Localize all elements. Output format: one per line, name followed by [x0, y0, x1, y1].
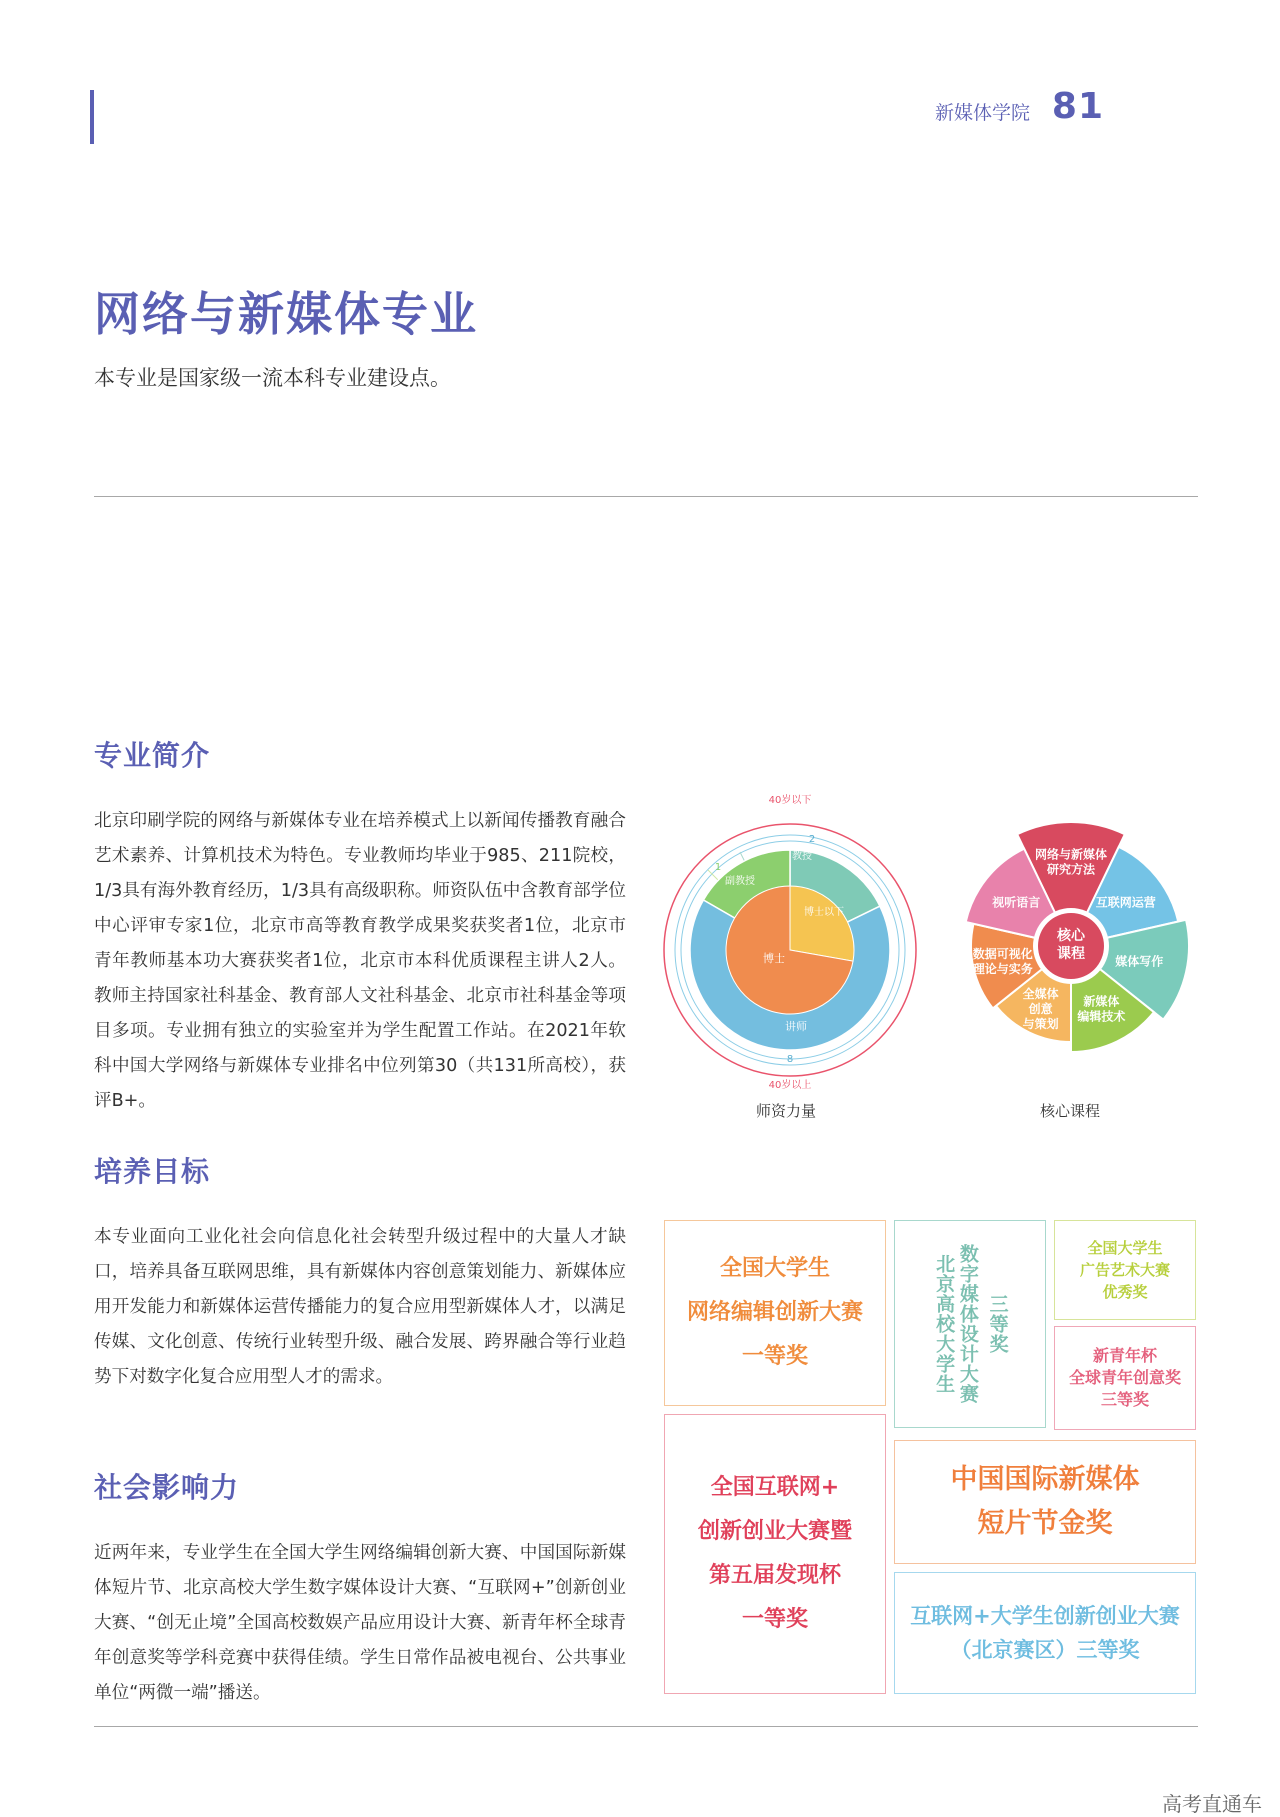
- course-label: 网络与新媒体研究方法: [1034, 847, 1108, 877]
- page-subtitle: 本专业是国家级一流本科专业建设点。: [94, 366, 451, 390]
- award-text: 中国国际新媒体 短片节金奖: [950, 1464, 1140, 1539]
- ring-number-top: 2: [808, 834, 816, 845]
- title-label-lecturer: 讲师: [785, 1020, 807, 1033]
- section-text-impact: 近两年来，专业学生在全国大学生网络编辑创新大赛、中国国际新媒体短片节、北京高校大学生数字媒体设计大赛、“互联网+”创新创业大赛、“创无止境”全国高校数娱产品应用设计大赛、新青年杯全球青年创意奖等学科竞赛中获得佳绩。学生日常作品被电视台、公共事业单位“两微一端”播送。: [94, 1543, 626, 1703]
- degree-label-below-phd: 博士以下: [804, 907, 844, 918]
- ring-number-left: 1: [714, 862, 722, 873]
- award-text: 新青年杯 全球青年创意奖 三等奖: [1068, 1346, 1181, 1409]
- degree-label-phd: 博士: [763, 952, 785, 965]
- watermark: 高考直通车: [1162, 1792, 1262, 1816]
- award-card: [664, 1414, 886, 1694]
- award-text-extra: 三等奖: [986, 1294, 1009, 1354]
- section-heading-goal: 培养目标: [94, 1155, 211, 1188]
- courses-center-label: 核心课程: [1057, 928, 1085, 962]
- award-text: 全国互联网+ 创新创业大赛暨 第五届发现杯 一等奖: [697, 1475, 852, 1632]
- section-text-goal: 本专业面向工业化社会向信息化社会转型升级过程中的大量人才缺口，培养具备互联网思维，具有新媒体内容创意策划能力、新媒体应用开发能力和新媒体运营传播能力的复合应用型新媒体人才，以满足传媒、文化创意、传统行业转型升级、融合发展、跨界融合等行业趋势下对数字化复合应用型人才的需求。: [94, 1227, 626, 1387]
- award-card: [894, 1440, 1196, 1564]
- award-text: 数字媒体设计大赛 北京高校大学生: [933, 1244, 979, 1404]
- course-label: 数据可视化理论与实务: [972, 947, 1033, 977]
- award-text: 全国大学生 广告艺术大赛 优秀奖: [1079, 1239, 1170, 1301]
- title-label-professor: 教授: [792, 851, 812, 862]
- courses-chart-caption: 核心课程: [1040, 1102, 1101, 1120]
- section-heading-intro: 专业简介: [94, 739, 211, 772]
- award-card: [664, 1220, 886, 1406]
- section-text-intro: 北京印刷学院的网络与新媒体专业在培养模式上以新闻传播教育融合艺术素养、计算机技术为特色。专业教师均毕业于985、211院校，1/3具有海外教育经历，1/3具有高级职称。师资队伍中含教育部学位中心评审专家1位，北京市高等教育教学成果奖获奖者1位，北京市青年教师基本功大赛获奖者1位，北京市本科优质课程主讲人2人。教师主持国家社科基金、教育部人文社科基金、北京市社科基金等项目多项。专业拥有独立的实验室并为学生配置工作站。在2021年软科中国大学网络与新媒体专业排名中位列第30（共131所高校），获评B+。: [94, 811, 626, 1111]
- age-label-over40: 40岁以上: [768, 1080, 812, 1091]
- course-label: 新媒体编辑技术: [1077, 994, 1126, 1024]
- page-number: 81: [1051, 86, 1104, 127]
- award-card: [894, 1572, 1196, 1694]
- header-college-name: 新媒体学院: [934, 102, 1030, 124]
- divider-bottom: [94, 1726, 1198, 1727]
- header-accent-bar: [90, 90, 94, 144]
- courses-chart: [946, 806, 1196, 1056]
- section-heading-impact: 社会影响力: [94, 1471, 240, 1504]
- page-title: 网络与新媒体专业: [94, 287, 478, 341]
- title-label-associate: 副教授: [725, 876, 755, 887]
- award-card: [1054, 1220, 1196, 1320]
- divider-top: [94, 496, 1198, 497]
- award-text: 全国大学生 网络编辑创新大赛 一等奖: [686, 1256, 863, 1369]
- course-label: 全媒体创意与策划: [1022, 987, 1059, 1032]
- faculty-chart: [662, 782, 942, 1091]
- course-label: 媒体写作: [1115, 954, 1164, 969]
- age-label-under40: 40岁以下: [768, 795, 812, 806]
- faculty-chart-caption: 师资力量: [756, 1102, 817, 1120]
- course-label: 互联网运营: [1095, 895, 1156, 910]
- award-card: [894, 1220, 1046, 1428]
- ring-number-bottom: 8: [786, 1054, 794, 1065]
- award-card: [1054, 1326, 1196, 1430]
- course-label: 视听语言: [992, 895, 1041, 910]
- award-text: 互联网+大学生创新创业大赛 （北京赛区）三等奖: [910, 1604, 1180, 1662]
